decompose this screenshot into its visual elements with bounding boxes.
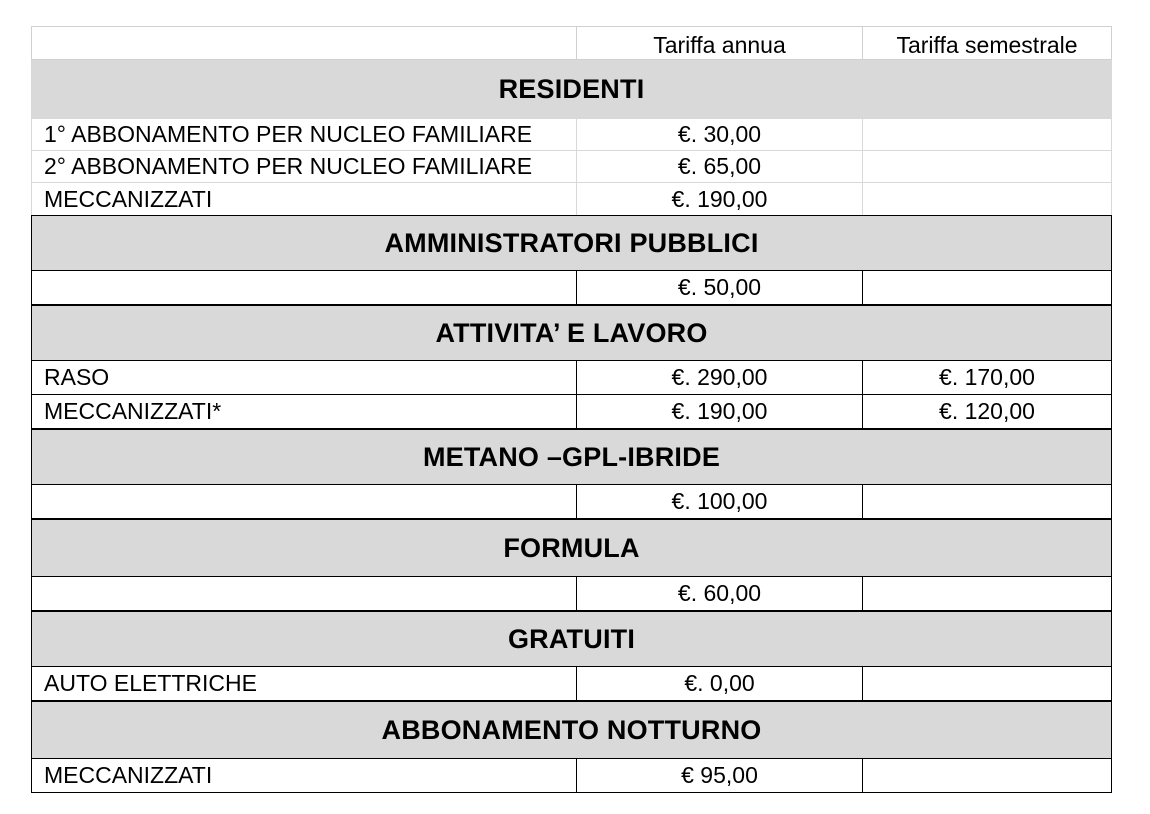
table-row xyxy=(31,361,1112,395)
section-metano-title: METANO –GPL-IBRIDE xyxy=(31,429,1112,485)
header-row xyxy=(31,26,1112,59)
row-annua: €. 100,00 xyxy=(577,485,863,519)
tariff-table xyxy=(31,26,1112,793)
row-label: MECCANIZZATI xyxy=(31,183,577,215)
header-col-label xyxy=(31,26,577,59)
section-notturno-title: ABBONAMENTO NOTTURNO xyxy=(31,701,1112,759)
row-label xyxy=(31,271,577,305)
row-label: MECCANIZZATI* xyxy=(31,395,577,429)
row-annua: €. 50,00 xyxy=(577,271,863,305)
header-col-annua: Tariffa annua xyxy=(577,26,863,59)
table-row xyxy=(31,183,1112,215)
header-col-semestrale: Tariffa semestrale xyxy=(863,26,1112,59)
row-label xyxy=(31,485,577,519)
table-row xyxy=(31,271,1112,305)
row-annua: €. 190,00 xyxy=(577,395,863,429)
row-label: AUTO ELETTRICHE xyxy=(31,667,577,701)
row-annua: €. 30,00 xyxy=(577,119,863,151)
row-label xyxy=(31,577,577,611)
section-gratuiti-title: GRATUITI xyxy=(31,611,1112,667)
table-row xyxy=(31,151,1112,183)
row-semestrale xyxy=(863,151,1112,183)
table-row xyxy=(31,577,1112,611)
table-row xyxy=(31,485,1112,519)
section-amministratori-title: AMMINISTRATORI PUBBLICI xyxy=(31,215,1112,271)
row-annua: €. 65,00 xyxy=(577,151,863,183)
row-annua: €. 0,00 xyxy=(577,667,863,701)
row-semestrale: €. 120,00 xyxy=(863,395,1112,429)
table-row xyxy=(31,759,1112,793)
table-row xyxy=(31,667,1112,701)
row-semestrale: €. 170,00 xyxy=(863,361,1112,395)
section-formula-title: FORMULA xyxy=(31,519,1112,577)
row-label: RASO xyxy=(31,361,577,395)
row-annua: €. 290,00 xyxy=(577,361,863,395)
row-semestrale xyxy=(863,759,1112,793)
row-semestrale xyxy=(863,271,1112,305)
section-attivita-title: ATTIVITA’ E LAVORO xyxy=(31,305,1112,361)
row-semestrale xyxy=(863,577,1112,611)
row-semestrale xyxy=(863,183,1112,215)
row-label: 2° ABBONAMENTO PER NUCLEO FAMILIARE xyxy=(31,151,577,183)
row-semestrale xyxy=(863,485,1112,519)
section-residenti-title: RESIDENTI xyxy=(31,59,1112,119)
row-semestrale xyxy=(863,119,1112,151)
row-label: MECCANIZZATI xyxy=(31,759,577,793)
row-annua: €. 60,00 xyxy=(577,577,863,611)
row-annua: €. 190,00 xyxy=(577,183,863,215)
row-semestrale xyxy=(863,667,1112,701)
row-label: 1° ABBONAMENTO PER NUCLEO FAMILIARE xyxy=(31,119,577,151)
table-row xyxy=(31,119,1112,151)
row-annua: € 95,00 xyxy=(577,759,863,793)
table-row xyxy=(31,395,1112,429)
